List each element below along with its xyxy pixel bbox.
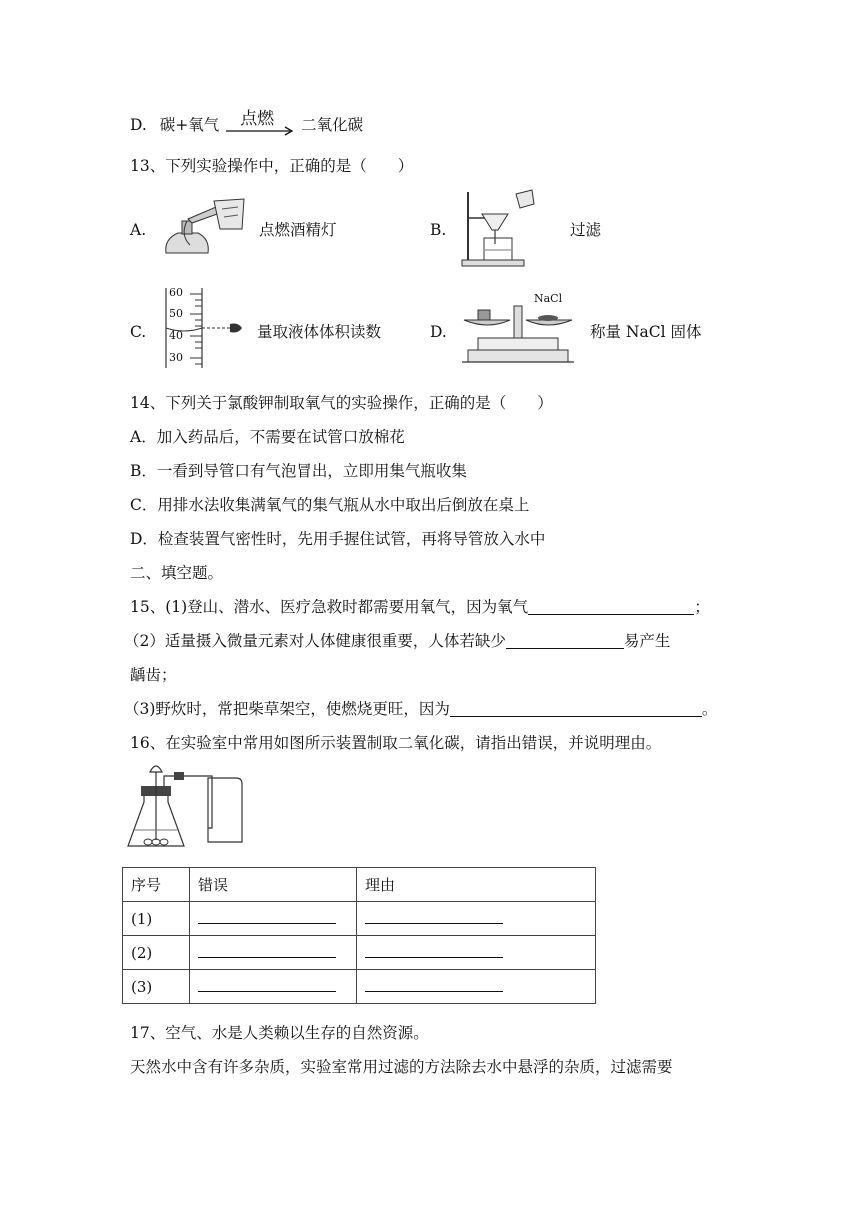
q13-option-c-letter: C.	[130, 323, 147, 341]
q14-option-b: B．一看到导管口有气泡冒出，立即用集气瓶收集	[130, 462, 467, 480]
reason-answer-blank[interactable]	[365, 909, 503, 924]
q15-part1	[130, 596, 710, 618]
q12-option-d-product: 二氧化碳	[301, 116, 364, 134]
q13-stem: 13、下列实验操作中，正确的是（ ）	[130, 157, 414, 175]
cylinder-tick-40: 40	[169, 329, 183, 342]
q13-option-a-letter: A.	[130, 221, 147, 239]
q15-part2-end: 易产生	[623, 632, 671, 650]
q15-part2	[124, 630, 670, 652]
table-cell-error[interactable]	[190, 902, 357, 936]
q17-stem: 17、空气、水是人类赖以生存的自然资源。	[130, 1024, 429, 1042]
table-cell-reason[interactable]	[357, 902, 596, 936]
q13-option-b-letter: B.	[430, 221, 447, 239]
co2-generation-apparatus-icon	[124, 758, 254, 854]
cylinder-tick-30: 30	[169, 351, 183, 364]
table-header-reason: 理由	[357, 868, 596, 902]
q14-option-d: D．检查装置气密性时，先用手握住试管，再将导管放入水中	[130, 530, 546, 548]
reason-answer-blank[interactable]	[365, 977, 503, 992]
reaction-condition: 点燃	[240, 109, 275, 129]
table-cell-reason[interactable]	[357, 970, 596, 1004]
table-row-index: (2)	[123, 936, 190, 970]
q12-option-d-letter: D.	[130, 116, 147, 134]
q17-body: 天然水中含有许多杂质，实验室常用过滤的方法除去水中悬浮的杂质，过滤需要	[130, 1058, 673, 1076]
q16-answer-table	[122, 867, 596, 1004]
table-row-index: (1)	[123, 902, 190, 936]
error-answer-blank[interactable]	[198, 977, 336, 992]
q12-option-d-reactants: 碳+氧气	[159, 116, 220, 134]
section-title-fill-in: 二、填空题。	[130, 564, 224, 582]
q15-part1-text: 15、(1)登山、潜水、医疗急救时都需要用氧气，因为氧气	[130, 598, 529, 616]
balance-weighing-icon	[458, 292, 578, 368]
q15-part2-cont: 龋齿；	[130, 666, 177, 684]
error-answer-blank[interactable]	[198, 943, 336, 958]
table-cell-error[interactable]	[190, 970, 357, 1004]
table-cell-reason[interactable]	[357, 936, 596, 970]
alcohol-lamp-lighting-icon	[158, 195, 248, 261]
q15-part3	[124, 698, 717, 720]
q15-answer-blank-2[interactable]	[506, 632, 624, 649]
q14-option-a: A．加入药品后，不需要在试管口放棉花	[130, 428, 405, 446]
q13-option-c-caption: 量取液体体积读数	[257, 323, 382, 341]
reaction-arrow	[224, 109, 296, 136]
table-header-error: 错误	[190, 868, 357, 902]
cylinder-tick-60: 60	[169, 286, 183, 299]
filtration-apparatus-icon	[458, 188, 538, 268]
reason-answer-blank[interactable]	[365, 943, 503, 958]
q15-part1-end: ；	[694, 598, 710, 616]
q13-option-d-caption: 称量 NaCl 固体	[590, 323, 702, 341]
q15-part3-end: 。	[701, 700, 718, 718]
table-row-index: (3)	[123, 970, 190, 1004]
table-row	[123, 970, 596, 1004]
q12-option-d	[130, 109, 364, 136]
q13-option-a-caption: 点燃酒精灯	[259, 221, 337, 239]
cylinder-tick-50: 50	[169, 307, 183, 320]
q13-option-d-letter: D.	[430, 323, 447, 341]
table-row	[123, 936, 596, 970]
q13-option-b-caption: 过滤	[570, 221, 602, 239]
table-row	[123, 902, 596, 936]
q14-option-c: C．用排水法收集满氧气的集气瓶从水中取出后倒放在桌上	[130, 496, 530, 514]
q15-part3-text: （3)野炊时，常把柴草架空，使燃烧更旺，因为	[124, 700, 450, 718]
table-header-index: 序号	[123, 868, 190, 902]
q15-answer-blank-3[interactable]	[450, 700, 702, 717]
balance-nacl-label: NaCl	[534, 292, 563, 305]
q16-stem: 16、在实验室中常用如图所示装置制取二氧化碳，请指出错误，并说明理由。	[130, 734, 662, 752]
graduated-cylinder-drawing	[150, 286, 246, 370]
arrow-icon	[224, 114, 296, 136]
q15-part2-text: （2）适量摄入微量元素对人体健康很重要，人体若缺少	[124, 632, 506, 650]
q15-answer-blank-1[interactable]	[528, 598, 694, 615]
q14-stem: 14、下列关于氯酸钾制取氧气的实验操作，正确的是（ ）	[130, 394, 553, 412]
table-cell-error[interactable]	[190, 936, 357, 970]
graduated-cylinder-reading-icon	[150, 286, 246, 370]
error-answer-blank[interactable]	[198, 909, 336, 924]
table-header-row	[123, 868, 596, 902]
